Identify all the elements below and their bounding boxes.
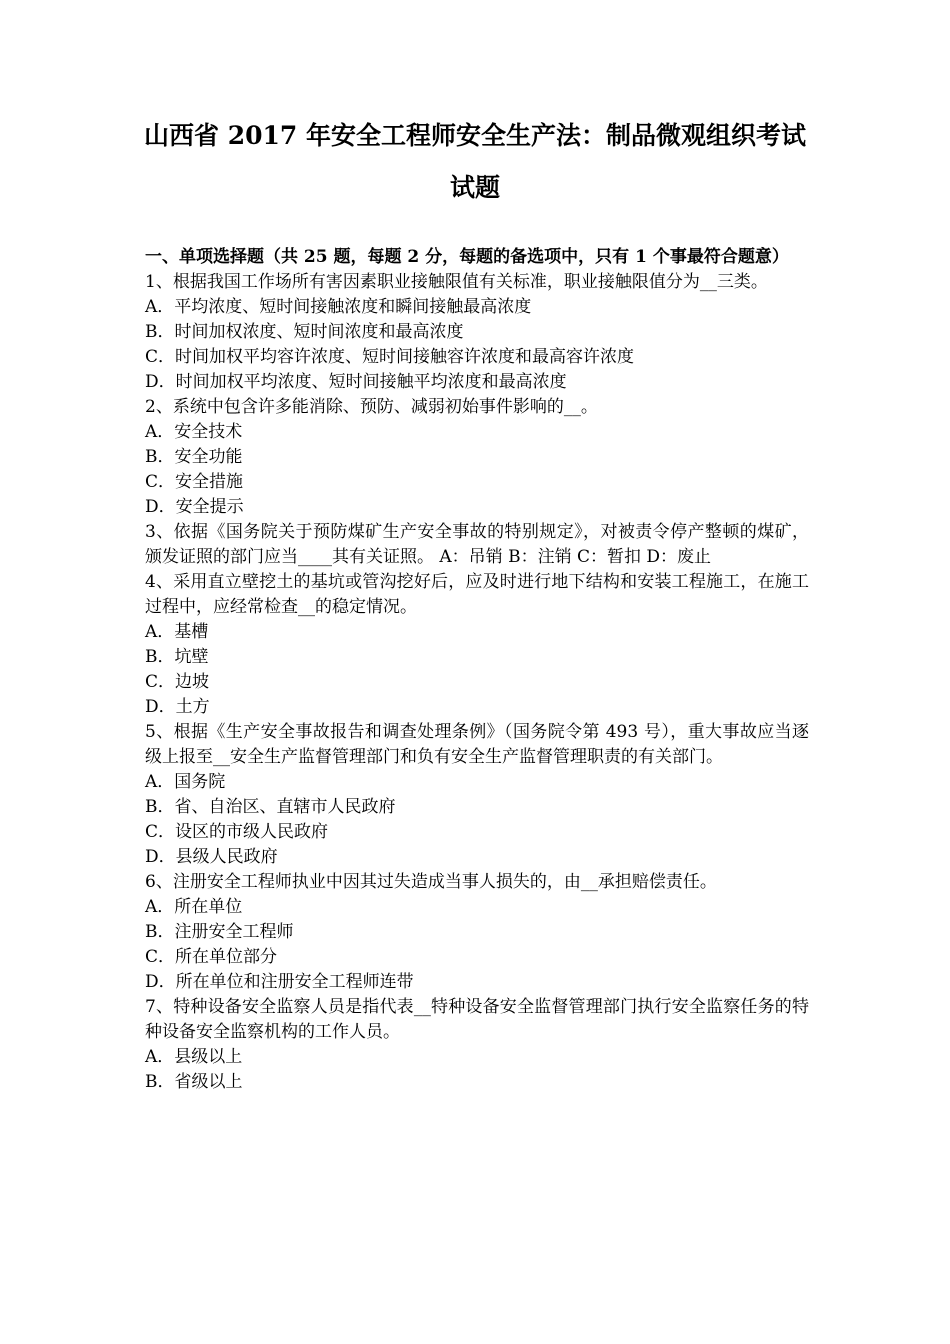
option-a: A．平均浓度、短时间接触浓度和瞬间接触最高浓度 bbox=[145, 297, 532, 317]
question-6 bbox=[145, 870, 809, 995]
option-d: D．安全提示 bbox=[145, 497, 244, 517]
question-5 bbox=[145, 720, 809, 870]
option-d: D．县级人民政府 bbox=[145, 847, 278, 867]
question-stem: 3、依据《国务院关于预防煤矿生产安全事故的特别规定》，对被责令停产整顿的煤矿，颁发证照的部门应当____其有关证照。 A：吊销 B：注销 C：暂扣 D：废止 bbox=[145, 522, 809, 567]
option-b: B．注册安全工程师 bbox=[145, 922, 294, 942]
question-stem: 7、特种设备安全监察人员是指代表__特种设备安全监督管理部门执行安全监察任务的特种设备安全监察机构的工作人员。 bbox=[145, 997, 809, 1042]
document-body bbox=[145, 245, 809, 1095]
option-c: C．时间加权平均容许浓度、短时间接触容许浓度和最高容许浓度 bbox=[145, 347, 635, 367]
question-stem: 4、采用直立壁挖土的基坑或管沟挖好后，应及时进行地下结构和安装工程施工，在施工过程中，应经常检查__的稳定情况。 bbox=[145, 572, 809, 617]
question-stem: 6、注册安全工程师执业中因其过失造成当事人损失的，由__承担赔偿责任。 bbox=[145, 872, 717, 892]
option-d: D．土方 bbox=[145, 697, 210, 717]
option-b: B．时间加权浓度、短时间浓度和最高浓度 bbox=[145, 322, 464, 342]
option-a: A．县级以上 bbox=[145, 1047, 243, 1067]
option-b: B．省、自治区、直辖市人民政府 bbox=[145, 797, 396, 817]
option-b: B．省级以上 bbox=[145, 1072, 243, 1092]
option-a: A．所在单位 bbox=[145, 897, 243, 917]
question-stem: 1、根据我国工作场所有害因素职业接触限值有关标准，职业接触限值分为__三类。 bbox=[145, 272, 768, 292]
option-c: C．设区的市级人民政府 bbox=[145, 822, 329, 842]
option-b: B．坑壁 bbox=[145, 647, 209, 667]
option-a: A．安全技术 bbox=[145, 422, 243, 442]
section-heading: 一、单项选择题（共 25 题，每题 2 分，每题的备选项中，只有 1 个事最符合题意） bbox=[145, 247, 789, 267]
option-a: A．基槽 bbox=[145, 622, 209, 642]
option-c: C．边坡 bbox=[145, 672, 210, 692]
question-2 bbox=[145, 395, 809, 520]
question-stem: 5、根据《生产安全事故报告和调查处理条例》（国务院令第 493 号），重大事故应当逐级上报至__安全生产监督管理部门和负有安全生产监督管理职责的有关部门。 bbox=[145, 722, 809, 767]
option-d: D．所在单位和注册安全工程师连带 bbox=[145, 972, 414, 992]
option-d: D．时间加权平均浓度、短时间接触平均浓度和最高浓度 bbox=[145, 372, 567, 392]
document-title: 山西省 2017 年安全工程师安全生产法：制品微观组织考试 bbox=[144, 121, 806, 150]
question-1 bbox=[145, 270, 809, 395]
question-3 bbox=[145, 520, 809, 570]
question-7 bbox=[145, 995, 809, 1095]
option-a: A．国务院 bbox=[145, 772, 226, 792]
question-stem: 2、系统中包含许多能消除、预防、减弱初始事件影响的__。 bbox=[145, 397, 598, 417]
document-title-continued: 试题 bbox=[449, 173, 500, 202]
option-b: B．安全功能 bbox=[145, 447, 243, 467]
option-c: C．所在单位部分 bbox=[145, 947, 278, 967]
option-c: C．安全措施 bbox=[145, 472, 244, 492]
question-4 bbox=[145, 570, 809, 720]
